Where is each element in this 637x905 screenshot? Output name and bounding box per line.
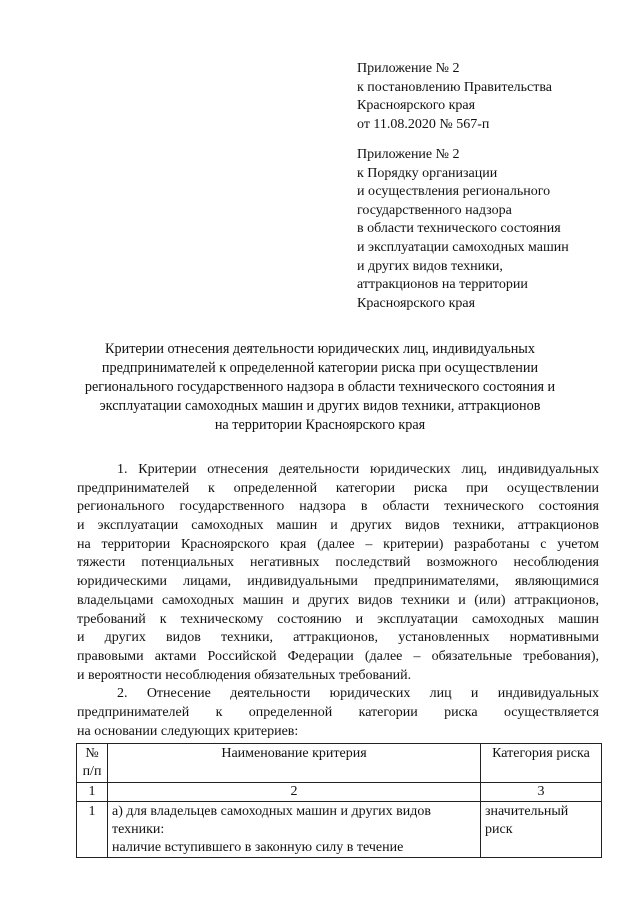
paragraph-line: и других видов техники, аттракционов, установленных нормативными — [77, 630, 599, 646]
appendix-line: Приложение № 2 — [357, 147, 460, 162]
paragraph-line: на основании следующих критериев: — [77, 723, 299, 739]
appendix-line: аттракционов на территории — [357, 277, 528, 293]
appendix-line: к Порядку организации — [357, 165, 498, 181]
paragraph-line: и эксплуатации самоходных машин и других видов техники, аттракционов — [77, 518, 599, 534]
criteria-table — [76, 743, 602, 858]
header-cell-risk-category: Категория риска — [481, 744, 602, 783]
numbering-cell: 2 — [108, 783, 481, 802]
paragraph-line: предпринимателей к определенной категории риска осуществляется — [77, 704, 599, 720]
appendix-line: Красноярского края — [357, 98, 476, 114]
appendix-line: в области технического состояния — [357, 221, 561, 237]
appendix-header-procedure — [357, 146, 569, 313]
appendix-line: от 11.08.2020 № 567-п — [357, 116, 490, 132]
title-line: эксплуатации самоходных машин и других видов техники, аттракционов — [99, 398, 541, 414]
criterion-cell — [108, 802, 481, 858]
appendix-header-government-decree — [357, 60, 552, 134]
paragraph-line: регионального государственного надзора в области технического состояния — [77, 499, 599, 515]
title-line: предпринимателей к определенной категории риска при осуществлении — [101, 360, 539, 376]
paragraph-2 — [77, 685, 599, 741]
paragraph-1 — [77, 461, 599, 685]
title-line: Критерии отнесения деятельности юридических лиц, индивидуальных — [105, 341, 535, 357]
body-text — [77, 461, 599, 741]
paragraph-line: правовыми актами Российской Федерации (далее – обязательные требования), — [77, 648, 599, 664]
row-number-cell: 1 — [77, 802, 108, 858]
paragraph-line: юридическими лицами, индивидуальными предпринимателями, являющимися — [77, 574, 599, 590]
appendix-line: Красноярского края — [357, 295, 476, 311]
paragraph-line: владельцами самоходных машин и других видов техники и (или) аттракционов, — [77, 592, 599, 608]
appendix-line: Приложение № 2 — [357, 61, 460, 76]
criterion-line: наличие вступившего в законную силу в течение — [112, 840, 404, 855]
table-header-row — [77, 744, 602, 783]
paragraph-line: тяжести потенциальных негативных последствий возможного несоблюдения — [77, 555, 599, 571]
paragraph-line: предпринимателей к определенной категории риска при осуществлении — [77, 480, 599, 496]
appendix-line: и эксплуатации самоходных машин — [357, 239, 569, 255]
table-numbering-row — [77, 783, 602, 802]
criterion-line: а) для владельцев самоходных машин и других видов — [112, 804, 432, 819]
numbering-cell: 1 — [77, 783, 108, 802]
title-line: регионального государственного надзора в области технического состояния и — [84, 379, 556, 395]
numbering-cell: 3 — [481, 783, 602, 802]
header-cell-criterion-name: Наименование критерия — [108, 744, 481, 783]
paragraph-line: требований к техническому состоянию и эксплуатации самоходных машин — [77, 611, 599, 627]
appendix-line: и других видов техники, — [357, 258, 503, 274]
paragraph-line: 1. Критерии отнесения деятельности юридических лиц, индивидуальных — [117, 462, 599, 477]
header-cell-number: № п/п — [77, 744, 108, 783]
risk-category-cell: значительный риск — [481, 802, 602, 858]
appendix-line: и осуществления регионального — [357, 184, 551, 200]
appendix-line: к постановлению Правительства — [357, 79, 553, 95]
paragraph-line: 2. Отнесение деятельности юридических лиц и индивидуальных — [117, 686, 599, 702]
table-row — [77, 802, 602, 858]
criterion-line: техники: — [112, 822, 165, 837]
document-title — [70, 340, 570, 435]
paragraph-line: на территории Красноярского края (далее – критерии) разработаны с учетом — [77, 536, 599, 552]
paragraph-line: и вероятности несоблюдения обязательных требований. — [77, 667, 412, 683]
appendix-line: государственного надзора — [357, 202, 512, 218]
title-line: на территории Красноярского края — [214, 417, 426, 433]
